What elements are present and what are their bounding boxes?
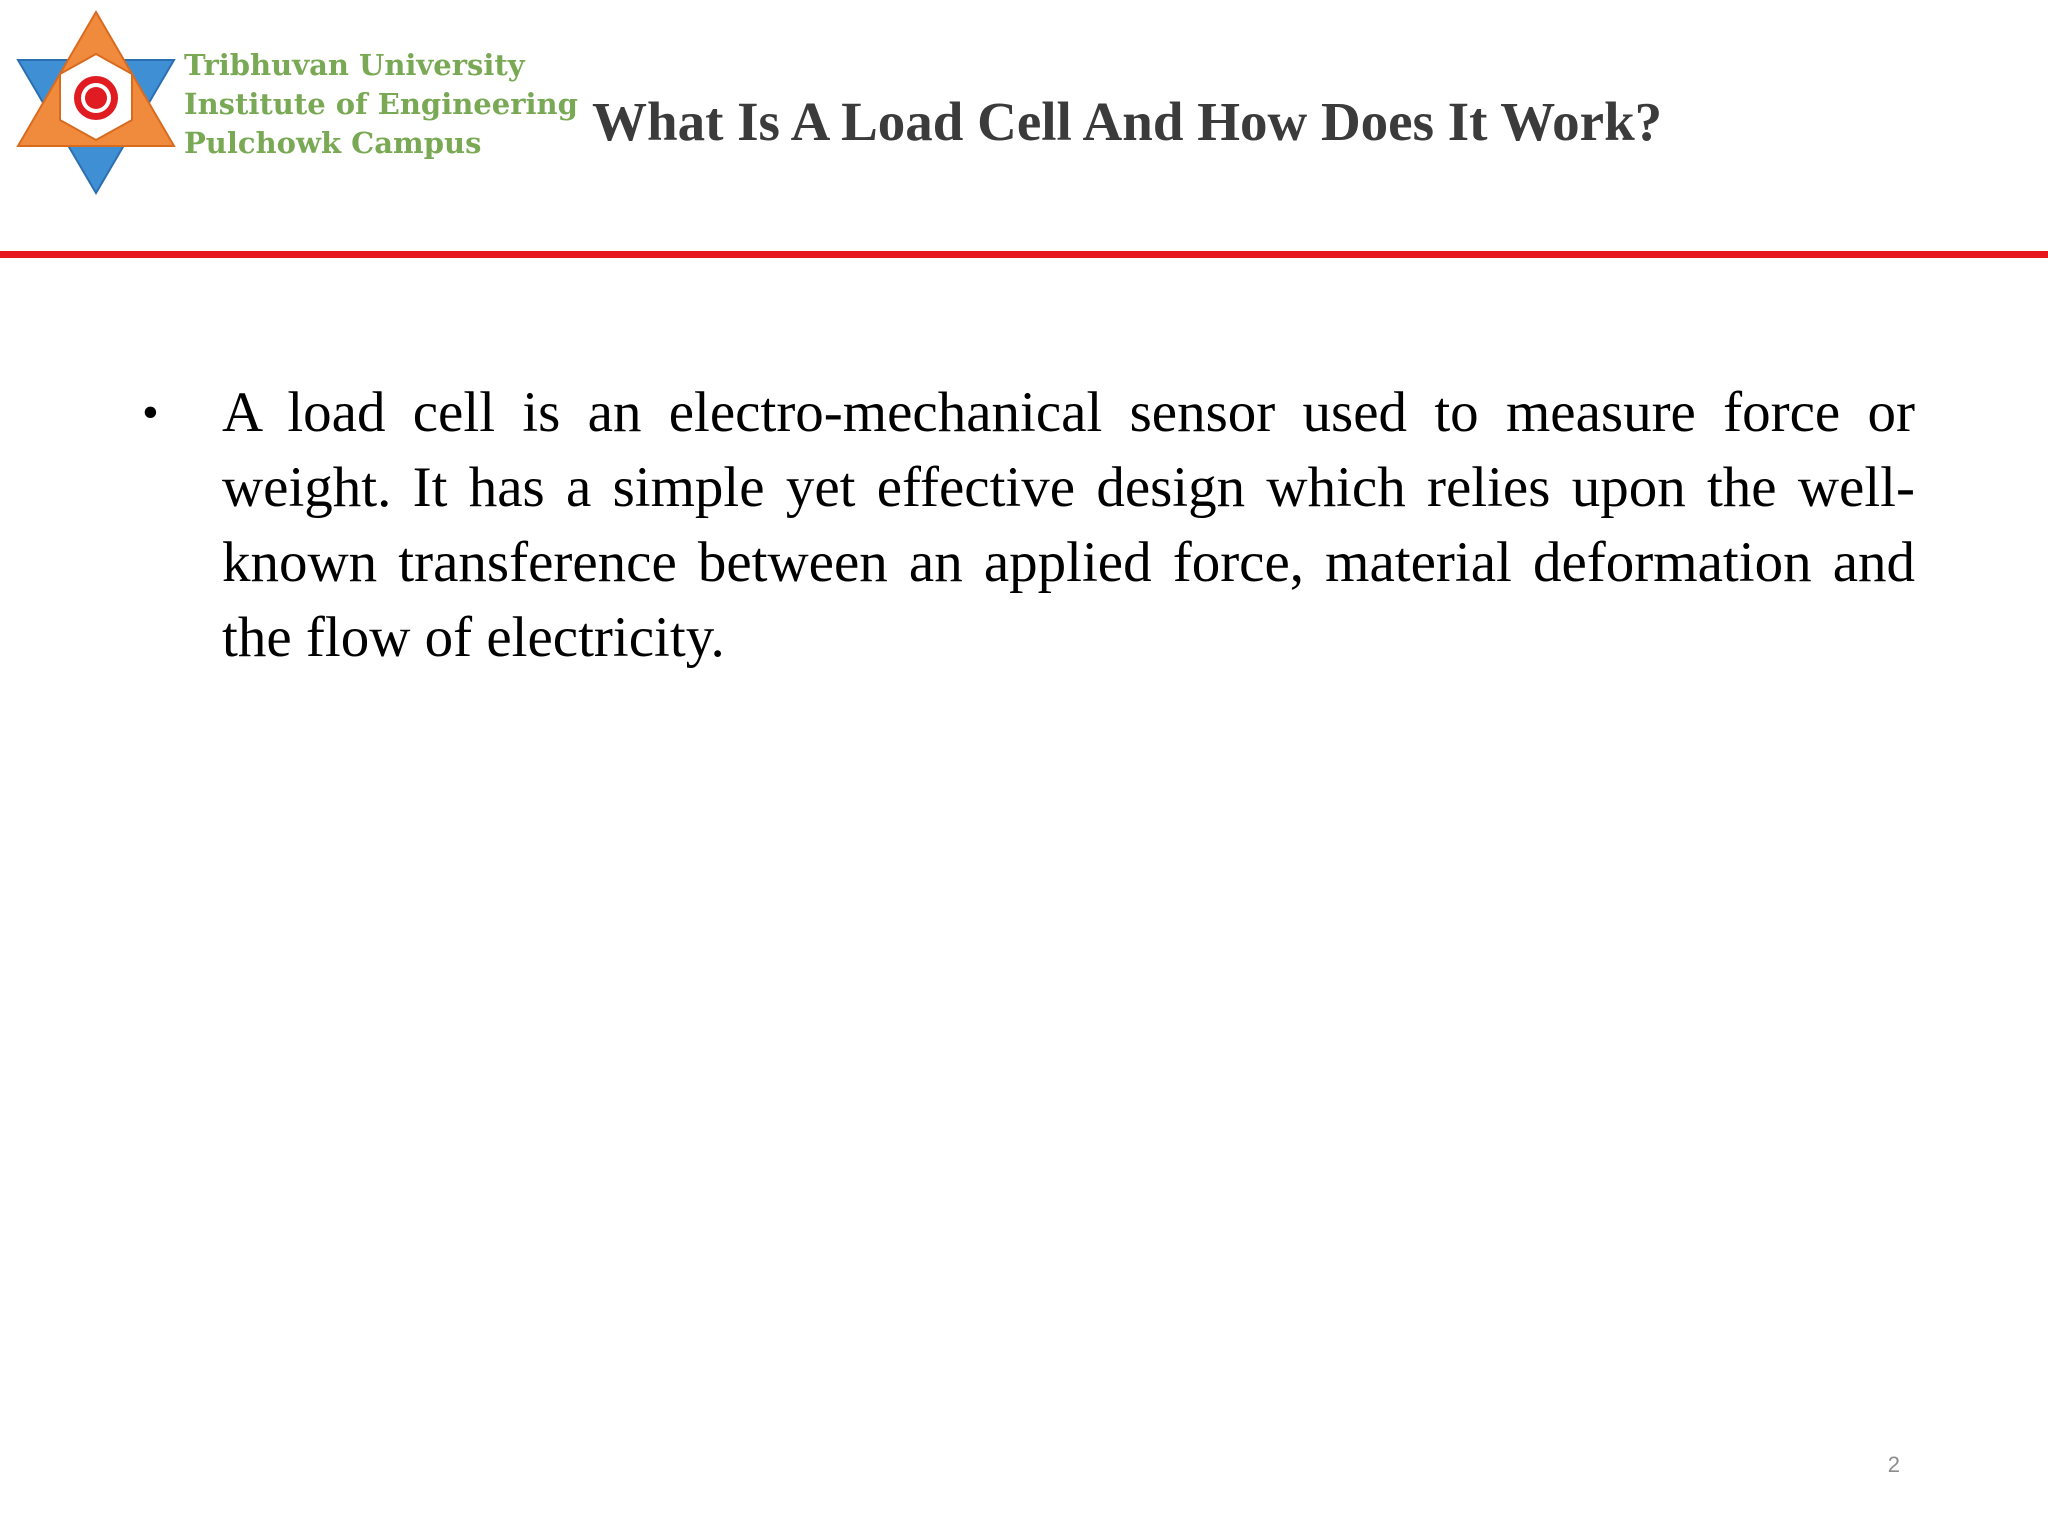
bullet-text: A load cell is an electro-mechanical sensor used to measure force or weight. It has a simple yet effective design which relies upon the well-known transference between an applied force, material deformation and the flow of electricity.	[222, 381, 1915, 669]
university-line-2: Institute of Engineering	[184, 87, 578, 121]
slide-title: What Is A Load Cell And How Does It Work?	[592, 91, 1663, 152]
university-line-1: Tribhuvan University	[184, 48, 525, 82]
university-logo	[8, 8, 608, 198]
page-number: 2	[1887, 1452, 1900, 1477]
university-line-3: Pulchowk Campus	[184, 126, 482, 160]
title-divider	[0, 251, 2048, 258]
slide-body	[140, 375, 1915, 675]
bullet-marker: •	[142, 386, 159, 439]
slide-header	[0, 0, 2048, 252]
university-emblem-icon	[12, 8, 180, 198]
bullet-item	[140, 375, 1915, 675]
university-name	[184, 46, 578, 163]
